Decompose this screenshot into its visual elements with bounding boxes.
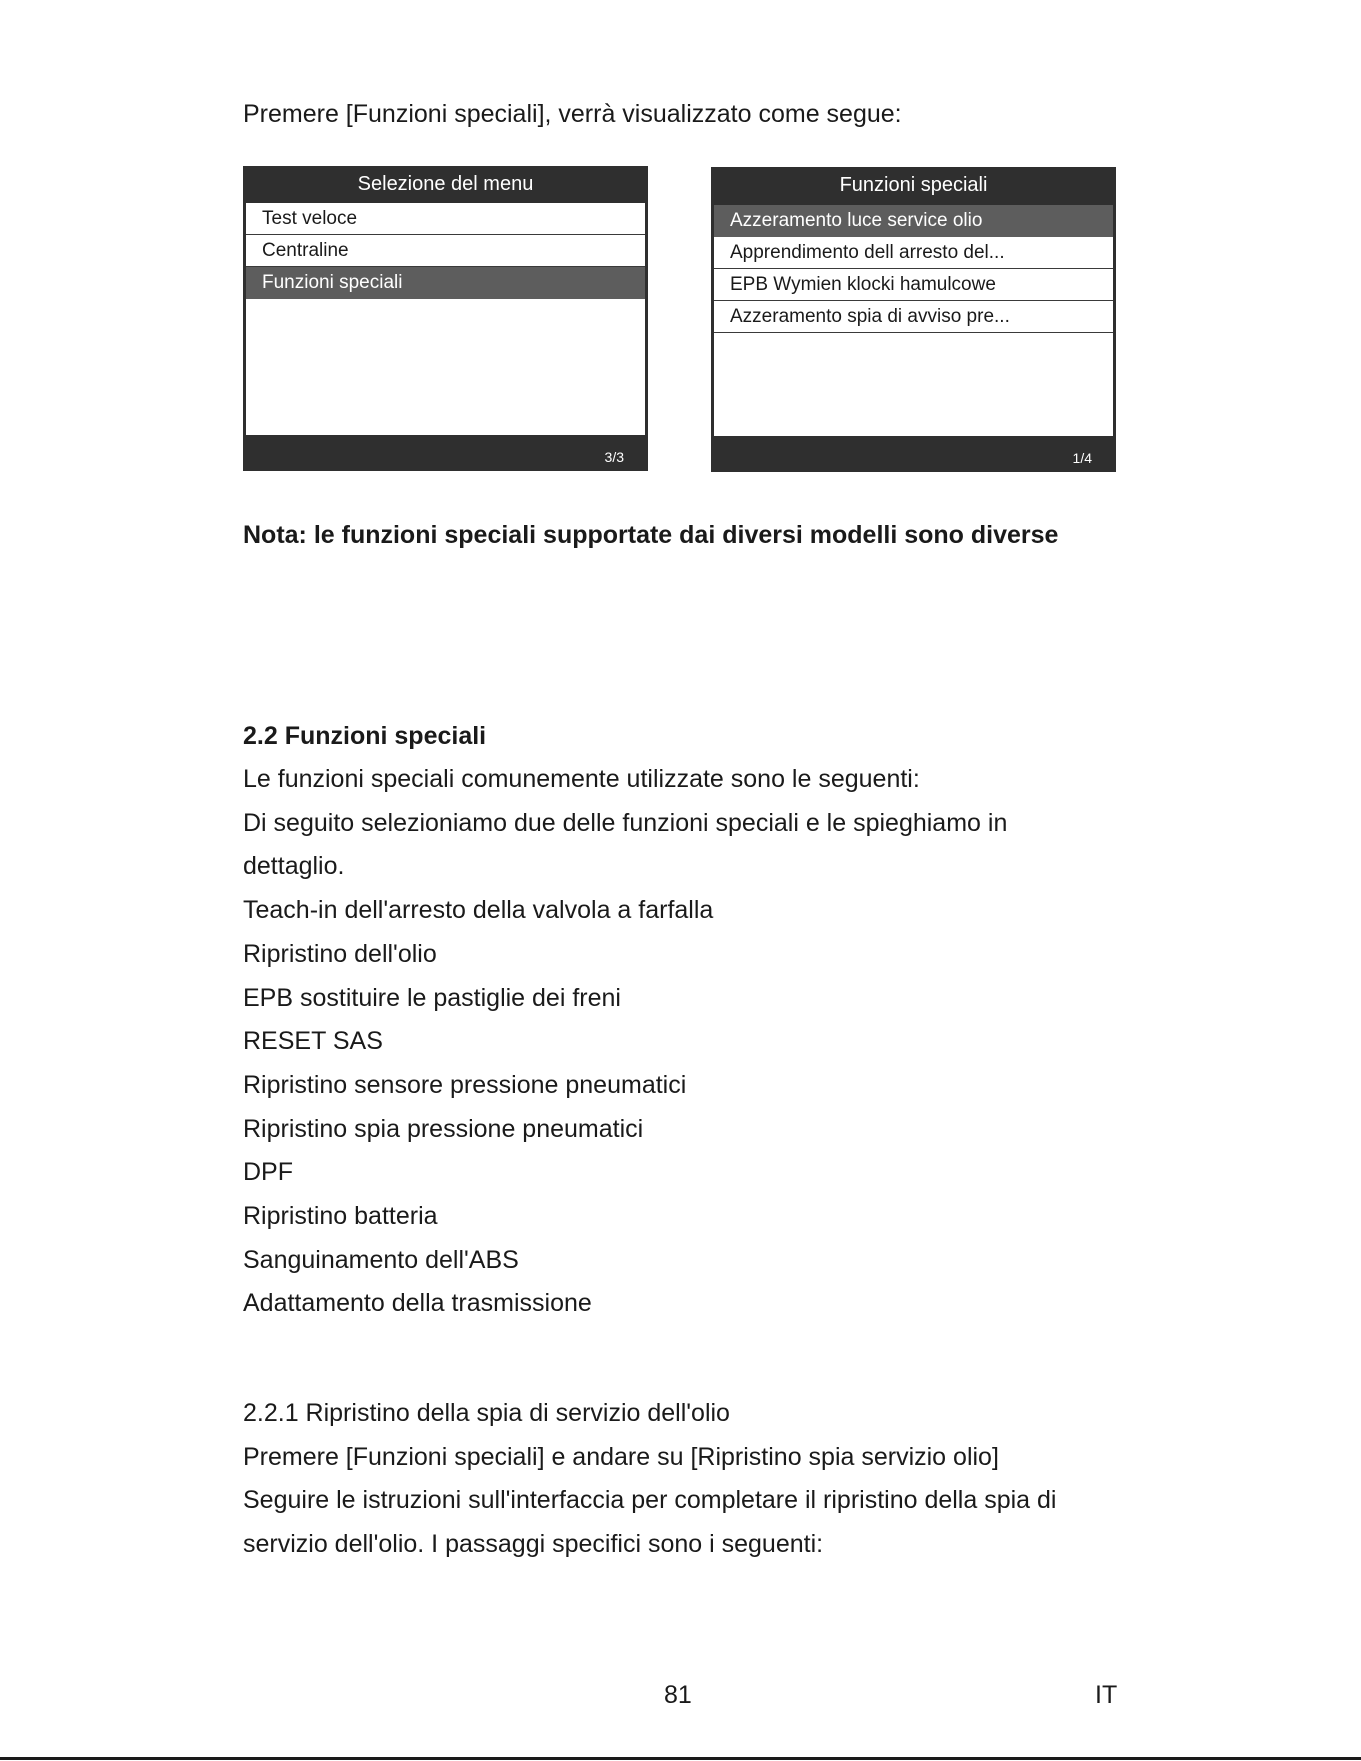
list-item: Ripristino sensore pressione pneumatici: [243, 1070, 687, 1099]
page-indicator: 1/4: [1072, 450, 1092, 466]
list-item: Teach-in dell'arresto della valvola a farfalla: [243, 896, 714, 925]
menu-item-warning-light-reset[interactable]: Azzeramento spia di avviso pre...: [714, 301, 1113, 333]
list-item: Ripristino spia pressione pneumatici: [243, 1114, 644, 1143]
list-item: Adattamento della trasmissione: [243, 1289, 592, 1318]
body-line: Seguire le istruzioni sull'interfaccia per completare il ripristino della spia di: [243, 1486, 1057, 1515]
menu-item-test-veloce[interactable]: Test veloce: [246, 203, 645, 235]
screen-special-functions: [711, 167, 1116, 472]
screen-title: Funzioni speciali: [839, 174, 988, 196]
body-line: Le funzioni speciali comunemente utilizzate sono le seguenti:: [243, 765, 920, 793]
body-line: servizio dell'olio. I passaggi specifici sono i seguenti:: [243, 1530, 824, 1559]
subsection-body: [243, 1392, 1056, 1567]
screen-title: Selezione del menu: [357, 173, 534, 195]
screen-menu-selection: [243, 166, 648, 471]
list-item: RESET SAS: [243, 1027, 383, 1056]
menu-item-oil-service-reset[interactable]: Azzeramento luce service olio: [714, 205, 1113, 237]
menu-item-epb-brake-pads[interactable]: EPB Wymien klocki hamulcowe: [714, 269, 1113, 301]
list-item: Sanguinamento dell'ABS: [243, 1245, 519, 1274]
language-code: IT: [1095, 1681, 1118, 1709]
page-indicator: 3/3: [604, 449, 624, 465]
screen-list: [246, 203, 645, 435]
section-heading: 2.2 Funzioni speciali: [243, 722, 487, 750]
body-line: dettaglio.: [243, 852, 345, 881]
list-item: Ripristino dell'olio: [243, 939, 437, 968]
section-body: [243, 758, 1007, 1326]
menu-item-funzioni-speciali[interactable]: Funzioni speciali: [246, 267, 645, 299]
list-item: EPB sostituire le pastiglie dei freni: [243, 983, 621, 1012]
menu-item-centraline[interactable]: Centraline: [246, 235, 645, 267]
body-line: Di seguito selezioniamo due delle funzioni speciali e le spieghiamo in: [243, 808, 1008, 837]
body-line: Premere [Funzioni speciali] e andare su [Ripristino spia servizio olio]: [243, 1442, 999, 1471]
intro-text: Premere [Funzioni speciali], verrà visualizzato come segue:: [243, 100, 902, 128]
page-number: 81: [664, 1681, 692, 1709]
bottom-divider: [0, 1757, 1361, 1760]
subsection-heading: 2.2.1 Ripristino della spia di servizio dell'olio: [243, 1399, 730, 1427]
note-text: Nota: le funzioni speciali supportate dai diversi modelli sono diverse: [243, 521, 1059, 549]
list-item: Ripristino batteria: [243, 1202, 438, 1231]
list-item: DPF: [243, 1158, 293, 1187]
menu-item-throttle-learning[interactable]: Apprendimento dell arresto del...: [714, 237, 1113, 269]
screen-list: [714, 205, 1113, 436]
